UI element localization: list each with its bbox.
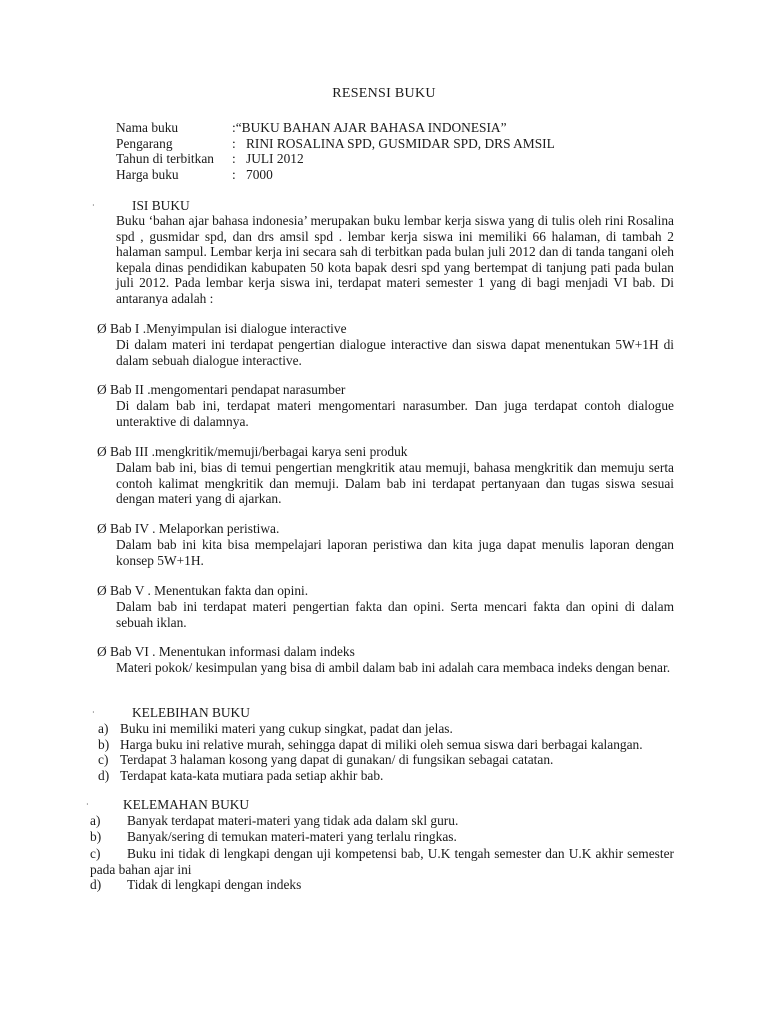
chapter-title: Ø Bab III .mengkritik/memuji/berbagai karya seni produk <box>97 444 408 459</box>
list-marker: c) <box>90 846 101 862</box>
advantages-list <box>98 721 678 783</box>
section-heading-text: KELEMAHAN BUKU <box>123 797 250 812</box>
chapter-description: Di dalam materi ini terdapat pengertian dialogue interactive dan siswa dapat menentukan 5W+1H di dalam sebuah dialogue interactive. <box>116 337 674 368</box>
list-marker: d) <box>98 767 110 783</box>
list-item-text: Terdapat kata-kata mutiara pada setiap akhir bab. <box>120 767 384 783</box>
info-row-author <box>116 136 555 152</box>
list-marker: a) <box>98 721 109 736</box>
list-marker: b) <box>90 828 102 844</box>
info-label: Nama buku <box>116 120 179 135</box>
section-heading-isi <box>92 198 190 214</box>
info-separator: : <box>232 120 236 135</box>
info-value: 7000 <box>246 166 273 182</box>
info-value: JULI 2012 <box>246 151 304 167</box>
list-marker: a) <box>90 813 101 828</box>
chapter-description: Dalam bab ini terdapat materi pengertian fakta dan opini. Serta mencari fakta dan opini di dalam sebuah iklan. <box>116 599 674 630</box>
page-title: RESENSI BUKU <box>332 86 436 101</box>
info-row-price <box>116 167 555 183</box>
info-value: “BUKU BAHAN AJAR BAHASA INDONESIA” <box>235 120 507 135</box>
list-marker: c) <box>98 752 109 768</box>
list-item-text: Buku ini tidak di lengkapi dengan uji kompetensi bab, U.K tengah semester dan U.K akhir semester pada bahan ajar ini <box>90 846 674 877</box>
bullet-icon: · <box>92 201 95 210</box>
book-info <box>116 120 555 182</box>
list-item <box>98 721 678 737</box>
summary-paragraph: Buku ‘bahan ajar bahasa indonesia’ merupakan buku lembar kerja siswa yang di tulis oleh rini Rosalina spd , gusmidar spd, dan drs amsil spd . lembar kerja siswa ini memiliki 66 halaman, di tambah 2 halaman sampul. Lembar kerja ini secara sah di terbitkan pada bulan juli 2012 dan di tanda tangani oleh kepala dinas pendidikan kabupaten 50 kota bapak desri spd yang bertempat di tanjung pati pada bulan juli 2012. Pada lembar kerja siswa ini, terdapat materi semester 1 yang di bagi menjadi VI bab. Di antaranya adalah : <box>116 213 674 306</box>
chapter-description: Dalam bab ini kita bisa mempelajari laporan peristiwa dan kita juga dapat menulis laporan dengan konsep 5W+1H. <box>116 537 674 568</box>
info-label: Harga buku <box>116 166 179 182</box>
chapter-description: Dalam bab ini, bias di temui pengertian mengkritik atau memuji, bahasa mengkritik dan memuju serta contoh kalimat mengkritik dan memuji. Dalam bab ini terdapat pertanyaan dan tugas siswa sesuai dengan materi yang di ajarkan. <box>116 460 674 507</box>
list-item <box>98 752 678 768</box>
list-item <box>90 846 674 877</box>
chapter-title: Ø Bab VI . Menentukan informasi dalam indeks <box>97 644 355 659</box>
disadvantages-list <box>90 813 674 893</box>
bullet-icon: · <box>92 708 95 717</box>
bullet-icon: · <box>86 800 89 809</box>
info-separator: : <box>232 166 236 182</box>
list-item-text: Banyak terdapat materi-materi yang tidak ada dalam skl guru. <box>127 813 459 828</box>
info-row-title <box>116 120 555 136</box>
chapter-title: Ø Bab V . Menentukan fakta dan opini. <box>97 583 309 598</box>
section-heading-kelebihan <box>92 705 250 721</box>
section-heading-text: ISI BUKU <box>132 198 190 213</box>
info-separator: : <box>232 151 236 167</box>
list-item <box>98 768 678 784</box>
chapter-description: Di dalam bab ini, terdapat materi mengomentari narasumber. Dan juga terdapat contoh dialogue unteraktive di dalamnya. <box>116 398 674 429</box>
section-heading-text: KELEBIHAN BUKU <box>132 705 250 720</box>
section-heading-kelemahan <box>86 797 249 813</box>
info-value: RINI ROSALINA SPD, GUSMIDAR SPD, DRS AMSIL <box>246 135 555 151</box>
info-label: Pengarang <box>116 135 173 151</box>
list-item-text: Buku ini memiliki materi yang cukup singkat, padat dan jelas. <box>120 721 453 736</box>
chapter-description: Materi pokok/ kesimpulan yang bisa di ambil dalam bab ini adalah cara membaca indeks dengan benar. <box>116 660 671 675</box>
chapter-title: Ø Bab II .mengomentari pendapat narasumber <box>97 382 346 397</box>
list-item <box>90 813 674 829</box>
list-item-text: Harga buku ini relative murah, sehingga dapat di miliki oleh semua siswa dari berbagai kalangan. <box>120 736 643 752</box>
list-marker: b) <box>98 736 110 752</box>
list-item <box>98 737 678 753</box>
list-marker: d) <box>90 877 102 893</box>
list-item-text: Terdapat 3 halaman kosong yang dapat di gunakan/ di fungsikan sebagai catatan. <box>120 752 554 768</box>
list-item <box>90 877 674 893</box>
info-row-year <box>116 151 555 167</box>
list-item <box>90 829 674 845</box>
info-label: Tahun di terbitkan <box>116 151 214 167</box>
chapter-title: Ø Bab IV . Melaporkan peristiwa. <box>97 521 280 536</box>
list-item-text: Banyak/sering di temukan materi-materi yang terlalu ringkas. <box>127 828 457 844</box>
info-separator: : <box>232 135 236 151</box>
chapter-title: Ø Bab I .Menyimpulan isi dialogue interactive <box>97 321 347 336</box>
list-item-text: Tidak di lengkapi dengan indeks <box>127 877 302 893</box>
